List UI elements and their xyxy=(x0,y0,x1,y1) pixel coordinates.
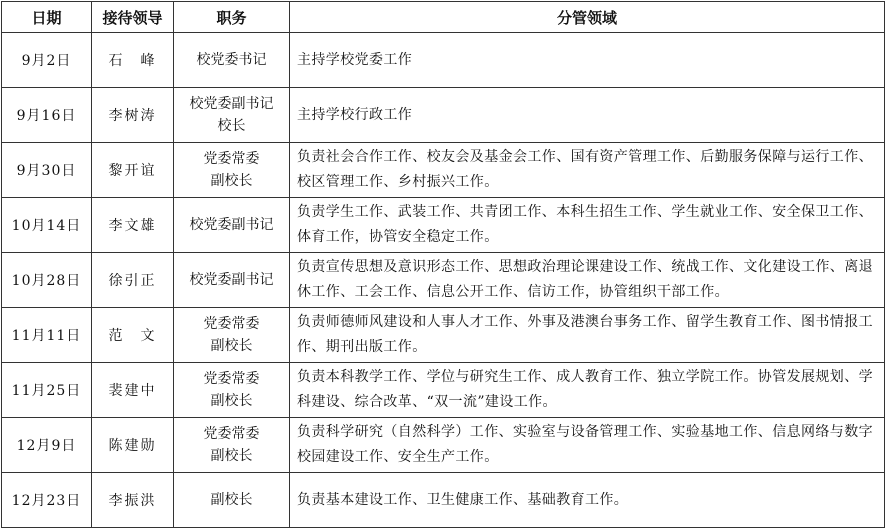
table-row xyxy=(2,253,885,308)
post-cell xyxy=(174,363,290,418)
area-cell: 主持学校党委工作 xyxy=(290,33,885,88)
post-line: 副校长 xyxy=(210,448,253,464)
post-cell xyxy=(174,473,290,528)
date-cell: 9月2日 xyxy=(2,33,92,88)
leader-cell: 石 峰 xyxy=(92,33,174,88)
date-cell: 12月23日 xyxy=(2,473,92,528)
post-line: 副校长 xyxy=(210,393,253,409)
area-cell: 负责科学研究（自然科学）工作、实验室与设备管理工作、实验基地工作、信息网络与数字校园建设工作、安全生产工作。 xyxy=(290,418,885,473)
area-cell: 负责学生工作、武装工作、共青团工作、本科生招生工作、学生就业工作、安全保卫工作、体育工作，协管安全稳定工作。 xyxy=(290,198,885,253)
area-cell: 主持学校行政工作 xyxy=(290,88,885,143)
header-area: 分管领域 xyxy=(290,2,885,33)
post-line: 党委常委 xyxy=(203,371,260,387)
header-row xyxy=(2,2,885,33)
table-row xyxy=(2,198,885,253)
post-line: 党委常委 xyxy=(203,151,260,167)
post-cell xyxy=(174,198,290,253)
post-line: 校长 xyxy=(217,118,246,134)
post-cell xyxy=(174,308,290,363)
date-cell: 11月25日 xyxy=(2,363,92,418)
date-cell: 10月28日 xyxy=(2,253,92,308)
table-row xyxy=(2,363,885,418)
date-cell: 11月11日 xyxy=(2,308,92,363)
area-cell: 负责师德师风建设和人事人才工作、外事及港澳台事务工作、留学生教育工作、图书情报工作、期刊出版工作。 xyxy=(290,308,885,363)
area-cell: 负责社会合作工作、校友会及基金会工作、国有资产管理工作、后勤服务保障与运行工作、校区管理工作、乡村振兴工作。 xyxy=(290,143,885,198)
table-row xyxy=(2,473,885,528)
header-date: 日期 xyxy=(2,2,92,33)
area-cell: 负责本科教学工作、学位与研究生工作、成人教育工作、独立学院工作。协管发展规划、学科建设、综合改革、“双一流”建设工作。 xyxy=(290,363,885,418)
post-line: 副校长 xyxy=(210,492,253,508)
leader-cell: 李振洪 xyxy=(92,473,174,528)
area-cell: 负责基本建设工作、卫生健康工作、基础教育工作。 xyxy=(290,473,885,528)
leader-cell: 陈建勋 xyxy=(92,418,174,473)
post-line: 校党委副书记 xyxy=(189,272,274,288)
date-cell: 9月16日 xyxy=(2,88,92,143)
post-cell xyxy=(174,418,290,473)
leader-cell: 范 文 xyxy=(92,308,174,363)
post-line: 校党委副书记 xyxy=(189,217,274,233)
post-line: 党委常委 xyxy=(203,426,260,442)
leader-cell: 徐引正 xyxy=(92,253,174,308)
post-cell xyxy=(174,33,290,88)
leader-cell: 黎开谊 xyxy=(92,143,174,198)
post-line: 校党委书记 xyxy=(196,52,267,68)
date-cell: 12月9日 xyxy=(2,418,92,473)
post-line: 副校长 xyxy=(210,173,253,189)
table-row xyxy=(2,33,885,88)
table-row xyxy=(2,308,885,363)
post-cell xyxy=(174,253,290,308)
post-cell xyxy=(174,143,290,198)
date-cell: 9月30日 xyxy=(2,143,92,198)
date-cell: 10月14日 xyxy=(2,198,92,253)
leader-cell: 裴建中 xyxy=(92,363,174,418)
post-line: 校党委副书记 xyxy=(189,96,274,112)
reception-schedule-table xyxy=(1,1,885,528)
header-leader: 接待领导 xyxy=(92,2,174,33)
table-row xyxy=(2,88,885,143)
area-cell: 负责宣传思想及意识形态工作、思想政治理论课建设工作、统战工作、文化建设工作、离退休工作、工会工作、信息公开工作、信访工作，协管组织干部工作。 xyxy=(290,253,885,308)
leader-cell: 李文雄 xyxy=(92,198,174,253)
table-row xyxy=(2,418,885,473)
header-post: 职务 xyxy=(174,2,290,33)
leader-cell: 李树涛 xyxy=(92,88,174,143)
post-line: 副校长 xyxy=(210,338,253,354)
table-row xyxy=(2,143,885,198)
post-cell xyxy=(174,88,290,143)
post-line: 党委常委 xyxy=(203,316,260,332)
